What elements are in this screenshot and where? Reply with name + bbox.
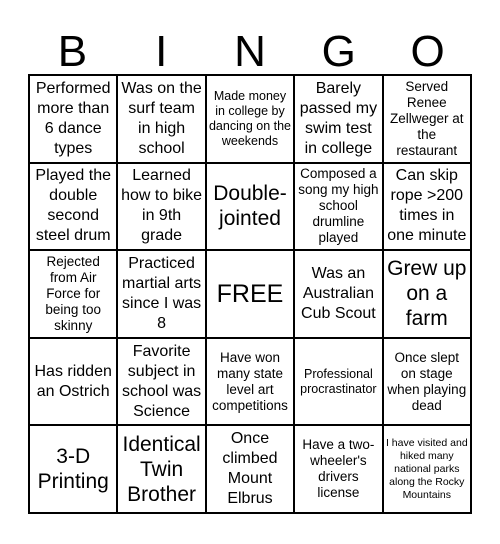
cell-text: I have visited and hiked many national parks along the Rocky Mountains bbox=[385, 436, 468, 501]
header-letter-n: N bbox=[234, 27, 266, 76]
bingo-cell[interactable] bbox=[295, 76, 383, 164]
bingo-cell[interactable] bbox=[207, 76, 295, 164]
bingo-cell[interactable] bbox=[118, 251, 206, 339]
cell-text: Rejected from Air Force for being too skinny bbox=[45, 253, 101, 333]
cell-text: 3-D Printing bbox=[37, 445, 109, 494]
cell-text: Double-jointed bbox=[213, 182, 287, 231]
cell-text: Identical Twin Brother bbox=[122, 432, 201, 506]
cell-text: Can skip rope >200 times in one minute bbox=[387, 167, 467, 245]
cell-text: Once slept on stage when playing dead bbox=[387, 349, 467, 413]
cell-text: Professional procrastinator bbox=[300, 366, 377, 396]
bingo-cell[interactable] bbox=[30, 426, 118, 514]
bingo-cell[interactable] bbox=[384, 164, 472, 252]
bingo-cell[interactable] bbox=[384, 426, 472, 514]
cell-text: Made money in college by dancing on the weekends bbox=[208, 88, 291, 148]
bingo-cell[interactable] bbox=[207, 339, 295, 427]
bingo-cell[interactable] bbox=[384, 339, 472, 427]
bingo-cell[interactable] bbox=[118, 339, 206, 427]
cell-text: Served Renee Zellweger at the restaurant bbox=[390, 78, 464, 158]
cell-text: Performed more than 6 dance types bbox=[35, 79, 111, 157]
cell-text: Has ridden an Ostrich bbox=[34, 362, 112, 400]
cell-text: Was on the surf team in high school bbox=[121, 79, 202, 157]
bingo-grid bbox=[28, 74, 472, 514]
bingo-header bbox=[28, 28, 472, 76]
cell-text: Learned how to bike in 9th grade bbox=[121, 167, 203, 245]
bingo-cell[interactable] bbox=[295, 251, 383, 339]
bingo-cell[interactable] bbox=[295, 164, 383, 252]
bingo-cell[interactable] bbox=[30, 76, 118, 164]
cell-text: Was an Australian Cub Scout bbox=[301, 264, 376, 322]
free-space-text: FREE bbox=[216, 279, 284, 308]
cell-text: Practiced martial arts since I was 8 bbox=[122, 254, 202, 332]
cell-text: Barely passed my swim test in college bbox=[299, 79, 378, 157]
bingo-cell[interactable] bbox=[384, 251, 472, 339]
header-letter-b: B bbox=[57, 27, 88, 76]
free-space[interactable] bbox=[207, 251, 295, 339]
cell-text: Have won many state level art competitions bbox=[212, 349, 288, 413]
header-letter-o: O bbox=[410, 27, 445, 76]
cell-text: Played the double second steel drum bbox=[35, 167, 111, 245]
bingo-card bbox=[28, 0, 472, 544]
cell-text: Once climbed Mount Elbrus bbox=[222, 430, 278, 508]
bingo-cell[interactable] bbox=[30, 251, 118, 339]
bingo-cell[interactable] bbox=[384, 76, 472, 164]
bingo-cell[interactable] bbox=[207, 164, 295, 252]
bingo-cell[interactable] bbox=[118, 164, 206, 252]
bingo-cell[interactable] bbox=[118, 426, 206, 514]
cell-text: Composed a song my high school drumline played bbox=[298, 166, 379, 246]
bingo-cell[interactable] bbox=[295, 426, 383, 514]
header-letter-g: G bbox=[321, 27, 356, 76]
bingo-cell[interactable] bbox=[30, 164, 118, 252]
bingo-cell[interactable] bbox=[295, 339, 383, 427]
bingo-cell[interactable] bbox=[30, 339, 118, 427]
cell-text: Favorite subject in school was Science bbox=[122, 342, 202, 420]
bingo-cell[interactable] bbox=[118, 76, 206, 164]
cell-text: Grew up on a farm bbox=[387, 257, 467, 331]
bingo-cell[interactable] bbox=[207, 426, 295, 514]
header-letter-i: I bbox=[155, 27, 168, 76]
cell-text: Have a two-wheeler's drivers license bbox=[302, 437, 375, 501]
